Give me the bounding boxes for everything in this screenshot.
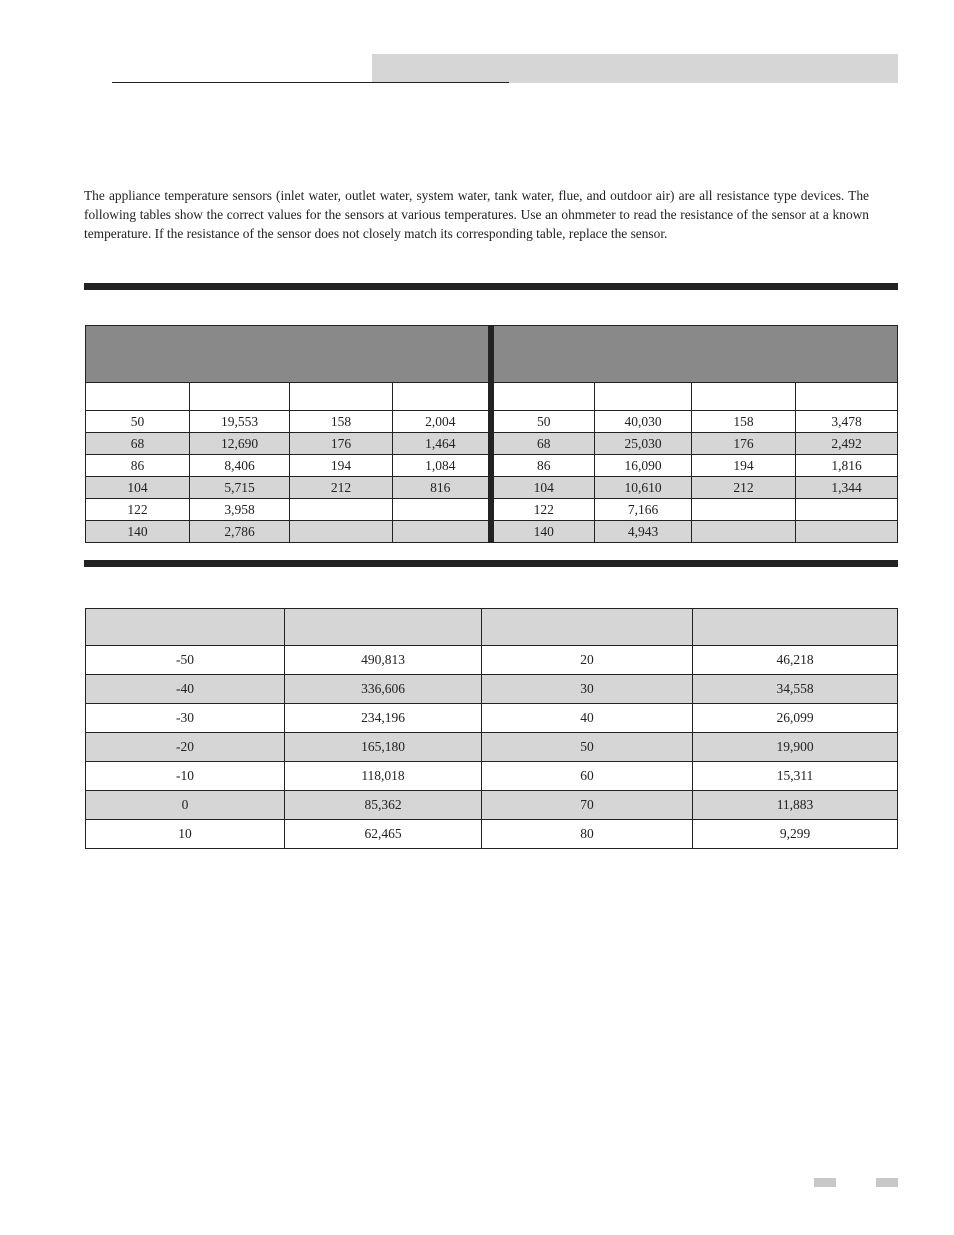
table-cell: 2,786 xyxy=(190,521,290,543)
table-row xyxy=(86,733,898,762)
footer-box-left xyxy=(814,1178,836,1187)
table-cell: 40 xyxy=(482,704,693,733)
table-row xyxy=(86,675,898,704)
table-cell: 34,558 xyxy=(693,675,898,704)
water-sensor-resistance-table xyxy=(85,325,898,543)
table-cell: 118,018 xyxy=(285,762,482,791)
table-cell: 26,099 xyxy=(693,704,898,733)
column-header xyxy=(595,383,692,411)
table-cell: 336,606 xyxy=(285,675,482,704)
table-cell: 46,218 xyxy=(693,646,898,675)
table-cell: 3,478 xyxy=(796,411,898,433)
table-cell xyxy=(692,521,796,543)
column-header xyxy=(285,609,482,646)
table-cell: -20 xyxy=(86,733,285,762)
table-cell: 212 xyxy=(692,477,796,499)
table-cell: 10 xyxy=(86,820,285,849)
table-cell: 0 xyxy=(86,791,285,820)
table1-column-headers xyxy=(86,383,898,411)
table-cell: 15,311 xyxy=(693,762,898,791)
table-cell xyxy=(290,521,393,543)
column-header xyxy=(692,383,796,411)
table-row xyxy=(86,433,898,455)
table-row xyxy=(86,499,898,521)
table-cell: 10,610 xyxy=(595,477,692,499)
table1-right-title xyxy=(491,326,898,383)
table-cell: 158 xyxy=(692,411,796,433)
table-row xyxy=(86,791,898,820)
header-band xyxy=(372,54,898,83)
table-cell: 104 xyxy=(491,477,595,499)
table-cell: 9,299 xyxy=(693,820,898,849)
table-cell: 140 xyxy=(86,521,190,543)
table-cell: -50 xyxy=(86,646,285,675)
table-cell: 104 xyxy=(86,477,190,499)
table-cell xyxy=(692,499,796,521)
table-cell: 85,362 xyxy=(285,791,482,820)
table-cell: 68 xyxy=(491,433,595,455)
table-cell: 62,465 xyxy=(285,820,482,849)
column-header xyxy=(86,609,285,646)
table-cell: 60 xyxy=(482,762,693,791)
column-header xyxy=(393,383,491,411)
table-cell: 80 xyxy=(482,820,693,849)
table-cell: 816 xyxy=(393,477,491,499)
column-header xyxy=(86,383,190,411)
intro-paragraph: The appliance temperature sensors (inlet water, outlet water, system water, tank water, flue, and outdoor air) are all resistance type devices. The following tables show the correct values for the sensors at various temperatures. Use an ohmmeter to read the resistance of the sensor at a known temperature. If the resistance of the sensor does not closely match its corresponding table, replace the sensor. xyxy=(84,188,869,241)
table-cell: 1,464 xyxy=(393,433,491,455)
table-cell: 4,943 xyxy=(595,521,692,543)
table-cell: -40 xyxy=(86,675,285,704)
table-cell: 11,883 xyxy=(693,791,898,820)
table-row xyxy=(86,455,898,477)
table-cell: 122 xyxy=(491,499,595,521)
table-cell: -30 xyxy=(86,704,285,733)
table1-left-title xyxy=(86,326,491,383)
table-cell: 140 xyxy=(491,521,595,543)
table1-title-band xyxy=(86,326,898,383)
table-cell: 158 xyxy=(290,411,393,433)
footer-box-right xyxy=(876,1178,898,1187)
table-cell: 122 xyxy=(86,499,190,521)
table-row xyxy=(86,477,898,499)
table-cell: 1,084 xyxy=(393,455,491,477)
table-cell xyxy=(796,499,898,521)
table-cell: 5,715 xyxy=(190,477,290,499)
table-cell: 40,030 xyxy=(595,411,692,433)
table-cell: 68 xyxy=(86,433,190,455)
table-cell: 194 xyxy=(692,455,796,477)
table-cell: 86 xyxy=(491,455,595,477)
table-cell: 2,004 xyxy=(393,411,491,433)
table-cell: 8,406 xyxy=(190,455,290,477)
table2-top-rule xyxy=(84,560,898,567)
table-cell: 1,344 xyxy=(796,477,898,499)
outdoor-air-sensor-resistance-table xyxy=(85,608,898,849)
table-cell: 50 xyxy=(86,411,190,433)
table-cell: 1,816 xyxy=(796,455,898,477)
column-header xyxy=(693,609,898,646)
table-row xyxy=(86,762,898,791)
table-cell: 12,690 xyxy=(190,433,290,455)
table-cell: 50 xyxy=(491,411,595,433)
column-header xyxy=(796,383,898,411)
table-cell: 165,180 xyxy=(285,733,482,762)
table-cell xyxy=(290,499,393,521)
table-row xyxy=(86,820,898,849)
table-cell xyxy=(393,499,491,521)
table-cell: 490,813 xyxy=(285,646,482,675)
table-cell: 70 xyxy=(482,791,693,820)
table-cell: 20 xyxy=(482,646,693,675)
column-header xyxy=(290,383,393,411)
table-cell: 176 xyxy=(290,433,393,455)
table-cell: 86 xyxy=(86,455,190,477)
table-cell xyxy=(393,521,491,543)
column-header xyxy=(482,609,693,646)
table-cell: -10 xyxy=(86,762,285,791)
table-cell: 19,553 xyxy=(190,411,290,433)
table-cell: 7,166 xyxy=(595,499,692,521)
table-row xyxy=(86,646,898,675)
table-row xyxy=(86,704,898,733)
header-rule xyxy=(112,82,509,83)
table-cell: 3,958 xyxy=(190,499,290,521)
table1-top-rule xyxy=(84,283,898,290)
table-cell: 25,030 xyxy=(595,433,692,455)
table-cell: 234,196 xyxy=(285,704,482,733)
column-header xyxy=(190,383,290,411)
table-cell: 2,492 xyxy=(796,433,898,455)
table-cell: 30 xyxy=(482,675,693,704)
table-cell: 19,900 xyxy=(693,733,898,762)
table2-column-headers xyxy=(86,609,898,646)
table-cell: 194 xyxy=(290,455,393,477)
table-cell: 212 xyxy=(290,477,393,499)
table-cell: 176 xyxy=(692,433,796,455)
table-row xyxy=(86,521,898,543)
table-cell xyxy=(796,521,898,543)
table-row xyxy=(86,411,898,433)
table-cell: 16,090 xyxy=(595,455,692,477)
column-header xyxy=(491,383,595,411)
table-cell: 50 xyxy=(482,733,693,762)
